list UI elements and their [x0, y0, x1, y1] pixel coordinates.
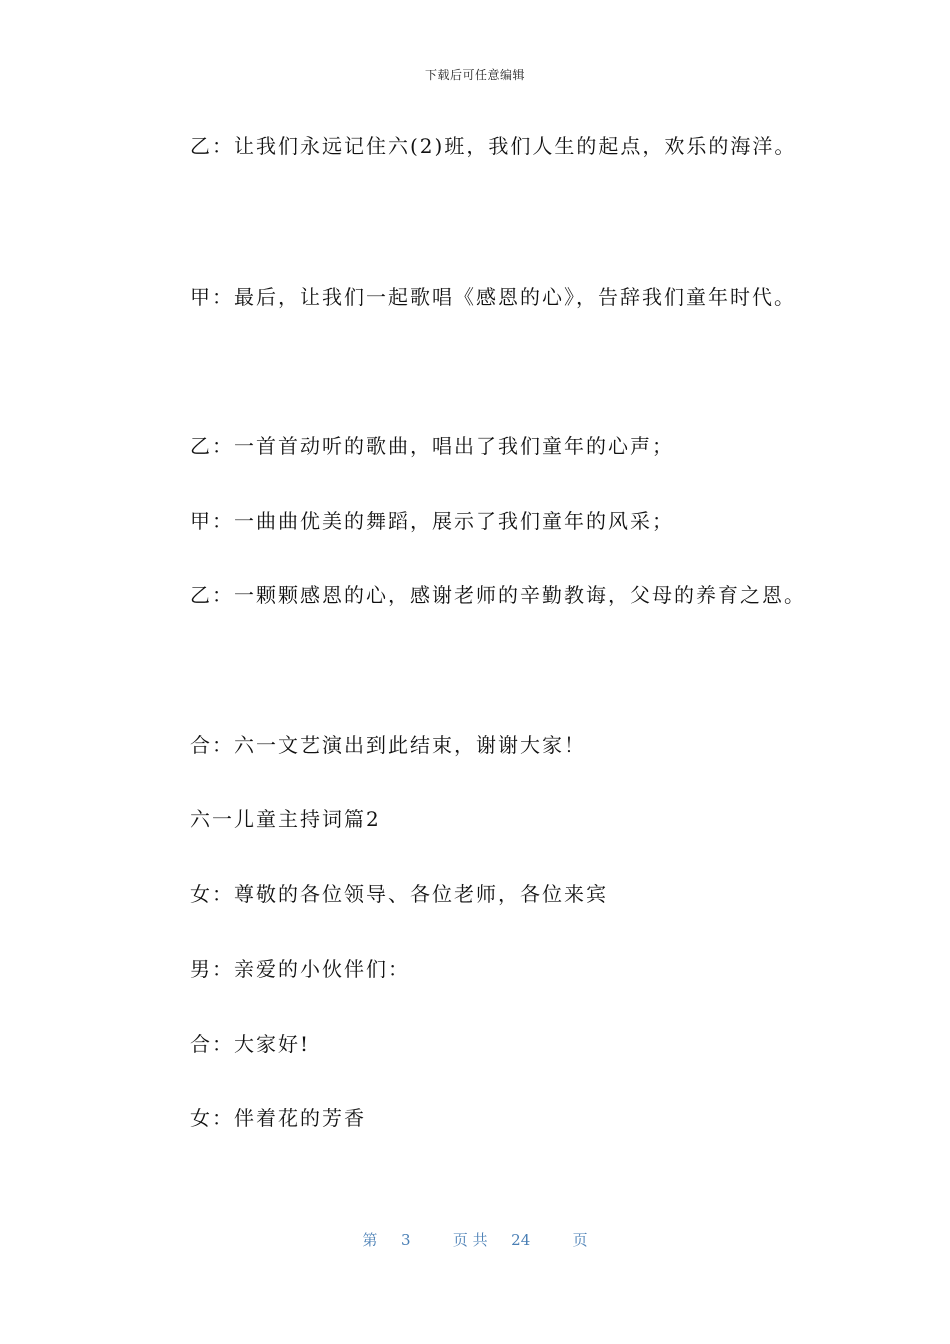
page-prefix: 第 — [362, 1231, 378, 1249]
page-footer — [0, 1229, 950, 1250]
script-line: 甲：一曲曲优美的舞蹈，展示了我们童年的风采； — [190, 509, 674, 533]
script-line: 乙：让我们永远记住六(2)班，我们人生的起点，欢乐的海洋。 — [190, 134, 797, 158]
script-line: 甲：最后，让我们一起歌唱《感恩的心》，告辞我们童年时代。 — [190, 285, 796, 309]
script-line: 女：尊敬的各位领导、各位老师，各位来宾 — [190, 882, 608, 906]
script-line: 男：亲爱的小伙伴们： — [190, 957, 410, 981]
script-line: 乙：一首首动听的歌曲，唱出了我们童年的心声； — [190, 434, 674, 458]
script-line: 合：六一文艺演出到此结束，谢谢大家！ — [190, 733, 586, 757]
script-line: 乙：一颗颗感恩的心，感谢老师的辛勤教诲，父母的养育之恩。 — [190, 583, 806, 607]
page-middle-text: 页 共 — [452, 1231, 488, 1249]
script-line: 女：伴着花的芳香 — [190, 1106, 366, 1130]
section-heading: 六一儿童主持词篇2 — [190, 807, 381, 831]
current-page-number: 3 — [400, 1231, 411, 1249]
script-line: 合：大家好! — [190, 1032, 311, 1056]
header-note: 下载后可任意编辑 — [424, 68, 525, 82]
total-pages-number: 24 — [511, 1231, 531, 1249]
page-suffix: 页 — [572, 1231, 588, 1249]
